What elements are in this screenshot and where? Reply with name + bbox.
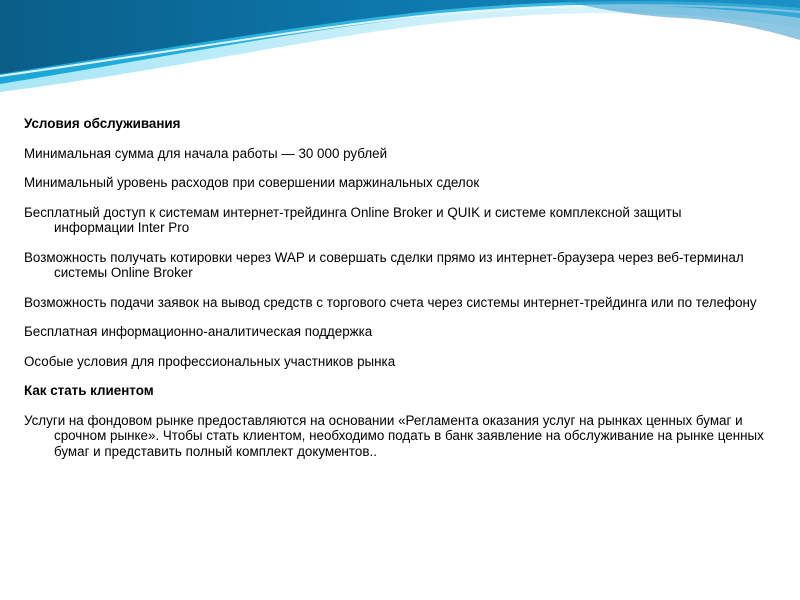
section-heading-become-client: Как стать клиентом — [24, 383, 154, 398]
service-item-free-access: Бесплатный доступ к системам интернет-трейдинга Online Broker и QUIK и системе комплексной защиты информации Inter Pro — [24, 204, 682, 235]
become-client-body: Услуги на фондовом рынке предоставляются на основании «Регламента оказания услуг на рынках ценных бумаг и срочном рынке». Чтобы стать клиентом, необходимо подать в банк заявление на обслуживание на рынке ценных бумаг и представить полный комплект документов.. — [24, 412, 764, 459]
service-item-min-costs: Минимальный уровень расходов при совершении маржинальных сделок — [24, 175, 480, 190]
header-wave-decoration — [0, 0, 800, 95]
service-item-quotes-wap: Возможность получать котировки через WAP и совершать сделки прямо из интернет-браузера через веб-терминал системы Online Broker — [24, 249, 744, 280]
service-item-professional: Особые условия для профессиональных участников рынка — [24, 353, 396, 369]
service-item-min-amount: Минимальная сумма для начала работы — 30 000 рублей — [24, 145, 388, 161]
service-item-withdrawal: Возможность подачи заявок на вывод средств с торгового счета через системы интернет-трейдинга или по телефону — [24, 294, 757, 310]
main-content — [24, 116, 764, 473]
section-heading-service-conditions: Условия обслуживания — [24, 116, 181, 131]
service-item-analytics: Бесплатная информационно-аналитическая поддержка — [24, 324, 373, 339]
